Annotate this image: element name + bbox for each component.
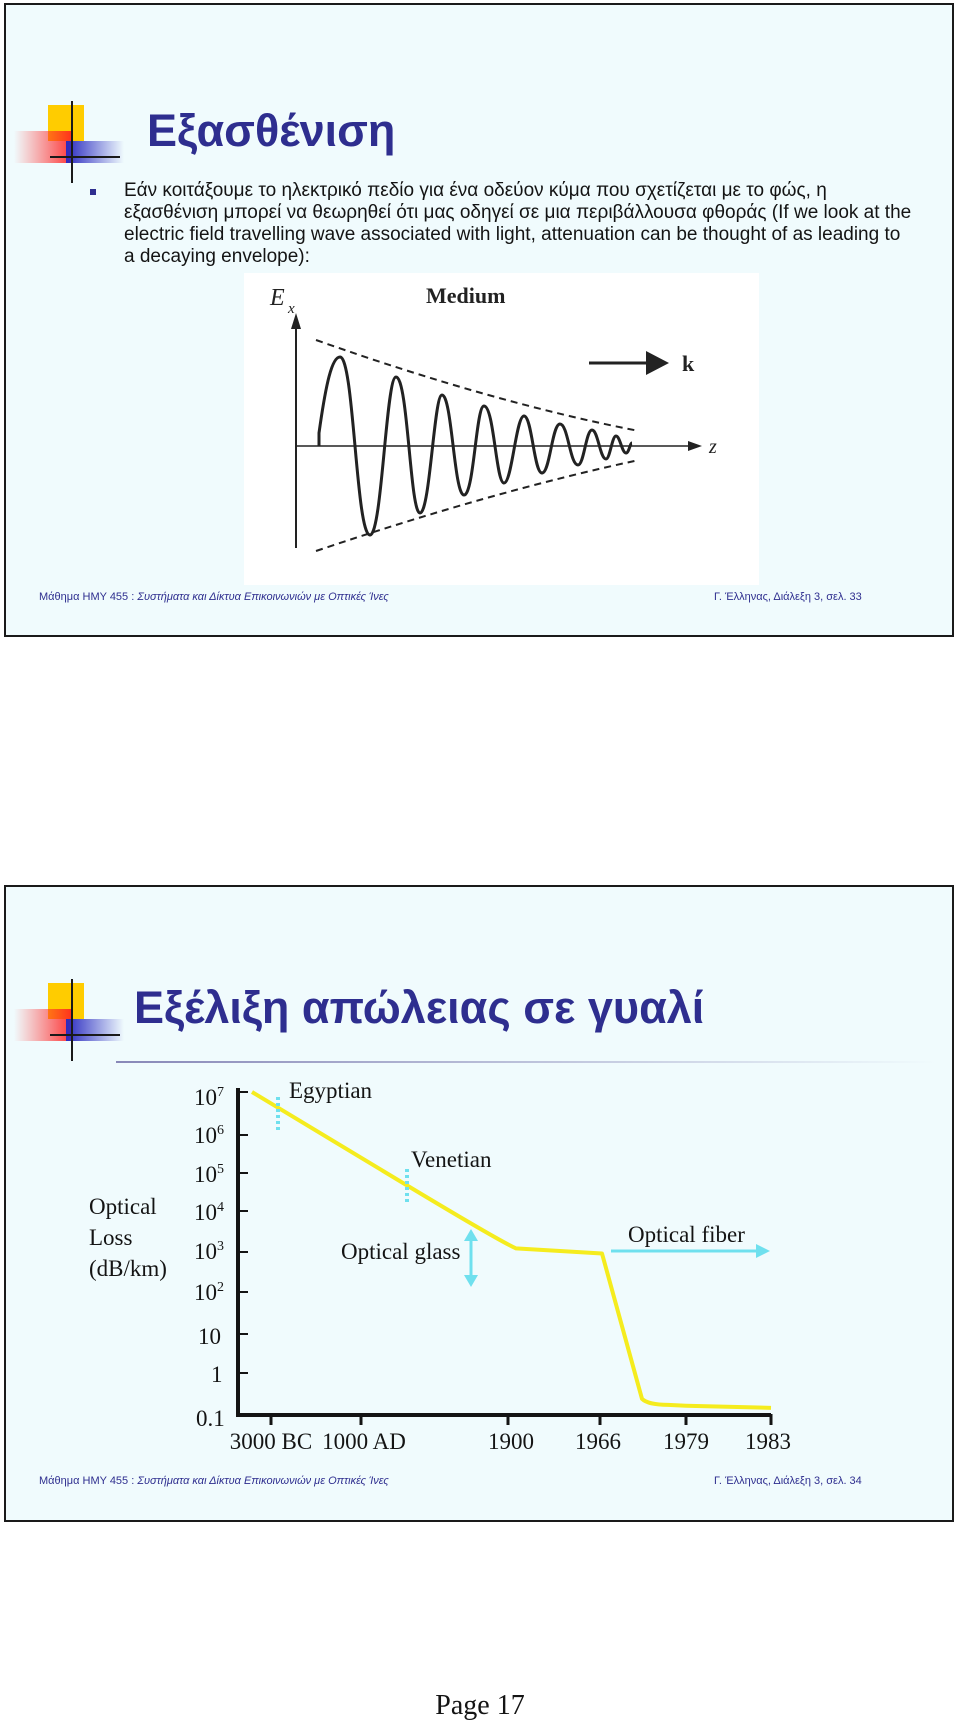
optical-glass-arrow-head-down	[464, 1275, 478, 1287]
y-tick-label: $10^5$	[194, 1162, 224, 1187]
y-axis-label: E	[270, 285, 285, 311]
y-axis-label-line-1: Optical	[89, 1194, 157, 1219]
footer-course-code: Μάθημα ΗΜΥ 455 :	[39, 1475, 138, 1487]
decaying-wave-diagram	[244, 273, 759, 585]
y-tick-label: $10^3$	[194, 1239, 224, 1264]
y-axis-subscript: x	[288, 301, 295, 317]
optical-glass-arrow-head-up	[464, 1229, 478, 1241]
slide-34	[4, 885, 954, 1522]
y-tick-label: 1	[211, 1362, 223, 1387]
annotation-venetian: Venetian	[411, 1147, 492, 1172]
k-label: k	[682, 351, 695, 376]
y-tick-label: 0.1	[196, 1406, 225, 1431]
annotation-optical-fiber: Optical fiber	[628, 1222, 745, 1247]
x-tick-label: 1900	[488, 1429, 534, 1454]
loss-chart	[6, 887, 952, 1487]
x-tick-label: 1983	[745, 1429, 791, 1454]
annotation-egyptian: Egyptian	[289, 1078, 373, 1103]
slide-footer-course	[39, 1475, 389, 1487]
slide-body-text: Εάν κοιτάξουμε το ηλεκτρικό πεδίο για ένα οδεύον κύμα που σχετίζεται με το φώς, η εξασθένιση μπορεί να θεωρηθεί ότι μας οδηγεί σε μια περιβάλλουσα φθοράς (If we look at the electric field travelling wave associated with light, attenuation can be thought of as leading to a decaying envelope):	[124, 180, 912, 267]
loss-chart-plot	[6, 887, 952, 1487]
x-tick-label: 3000 BC	[229, 1429, 313, 1454]
x-tick-label: 1979	[663, 1429, 709, 1454]
attenuation-figure	[244, 273, 759, 585]
medium-label: Medium	[426, 283, 506, 308]
y-axis-label-line-2: Loss	[89, 1225, 133, 1250]
slide-33	[4, 3, 954, 637]
z-axis-label: z	[709, 436, 717, 458]
slide-title: Εξασθένιση	[147, 105, 396, 156]
slide-footer-page: Γ. Έλληνας, Διάλεξη 3, σελ. 33	[714, 591, 862, 603]
footer-course-code: Μάθημα ΗΜΥ 455 :	[39, 591, 138, 603]
y-tick-label: $10^6$	[194, 1123, 224, 1148]
slide-footer-course	[39, 591, 389, 603]
y-tick-label: $10^4$	[194, 1200, 224, 1225]
y-tick-label: $10^7$	[194, 1085, 224, 1110]
footer-course-title: Συστήματα και Δίκτυα Επικοινωνιών με Οπτικές Ίνες	[137, 591, 389, 603]
y-axis-label-line-3: (dB/km)	[89, 1256, 167, 1281]
y-tick-label: $10^2$	[194, 1280, 224, 1305]
slide-logo-icon	[14, 101, 129, 191]
footer-course-title: Συστήματα και Δίκτυα Επικοινωνιών με Οπτικές Ίνες	[137, 1475, 389, 1487]
x-tick-label: 1000 AD	[322, 1429, 406, 1454]
slide-footer-page: Γ. Έλληνας, Διάλεξη 3, σελ. 34	[714, 1475, 862, 1487]
bullet-marker	[90, 189, 96, 195]
x-tick-label: 1966	[575, 1429, 621, 1454]
slide-title: Εξέλιξη απώλειας σε γυαλί	[134, 982, 705, 1033]
annotation-optical-glass: Optical glass	[341, 1239, 461, 1264]
y-tick-label: 10	[198, 1324, 221, 1349]
page-number: Page 17	[435, 1690, 525, 1721]
optical-fiber-arrow-head	[756, 1244, 770, 1258]
